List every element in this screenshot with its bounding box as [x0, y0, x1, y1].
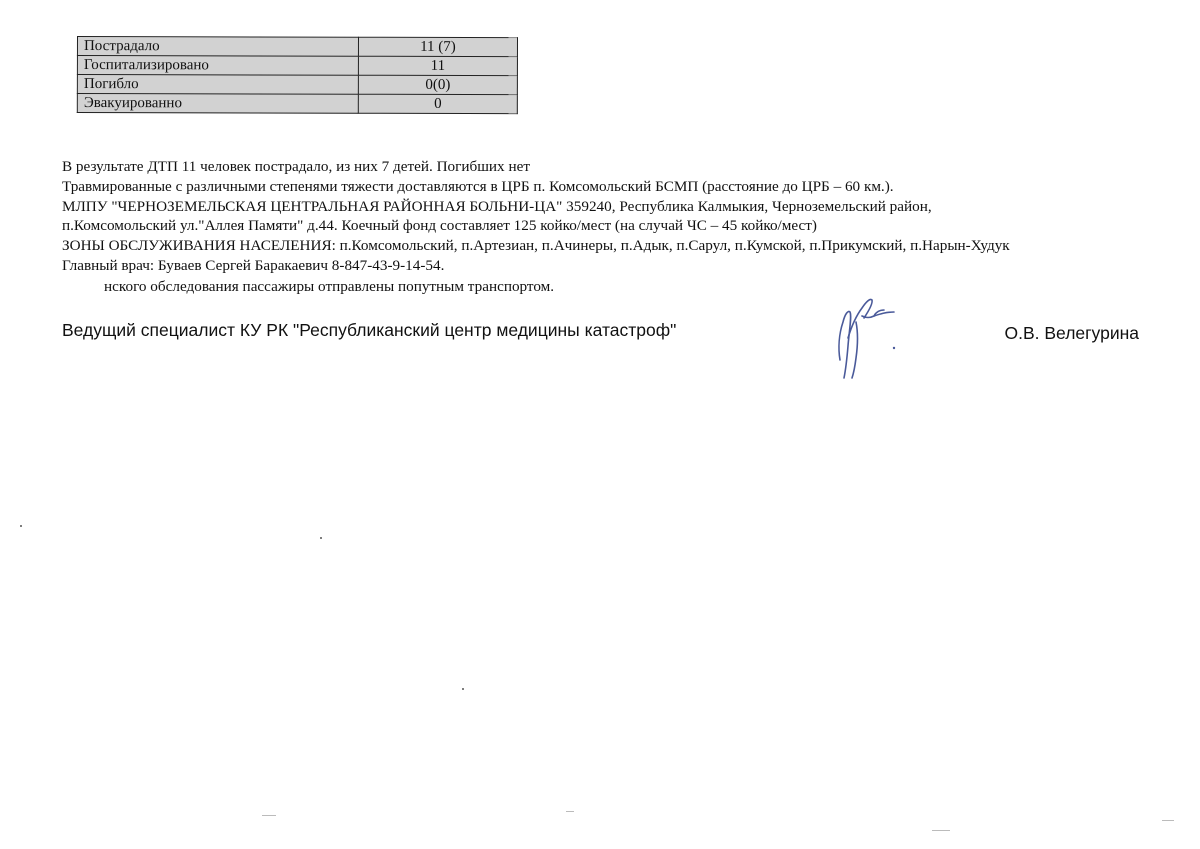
row-value-died: 0(0) [358, 75, 517, 94]
signer-title: Ведущий специалист КУ РК "Республиканский центр медицины катастроф" [62, 320, 677, 340]
body-line: Травмированные с различными степенями тяжести доставляются в ЦРБ п. Комсомольский БСМП (расстояние до ЦРБ – 60 км.). [62, 177, 894, 195]
row-label-injured: Пострадало [77, 37, 358, 57]
casualty-table [77, 36, 518, 114]
report-body [62, 157, 1172, 297]
scan-speck [20, 525, 22, 527]
scan-speck [932, 830, 950, 831]
table-row [77, 75, 517, 95]
row-label-died: Погибло [77, 75, 358, 95]
body-line: ЗОНЫ ОБСЛУЖИВАНИЯ НАСЕЛЕНИЯ: п.Комсомольский, п.Артезиан, п.Ачинеры, п.Адык, п.Сарул, п.Кумской, п.Прикумский, п.Нарын-Худук [62, 237, 1010, 255]
body-line: МЛПУ "ЧЕРНОЗЕМЕЛЬСКАЯ ЦЕНТРАЛЬНАЯ РАЙОННАЯ БОЛЬНИ-ЦА" 359240, Республика Калмыкия, Черноземельский район, [62, 197, 932, 215]
signer-name: О.В. Велегурина [1004, 323, 1139, 343]
scan-speck [262, 815, 276, 816]
scan-speck [320, 537, 322, 539]
row-value-evacuated: 0 [358, 94, 517, 113]
table-row [77, 56, 517, 76]
row-value-hospitalized: 11 [358, 56, 517, 75]
body-line: В результате ДТП 11 человек пострадало, из них 7 детей. Погибших нет [62, 158, 530, 175]
table-row [77, 94, 517, 114]
body-indented-line: нского обследования пассажиры отправлены попутным транспортом. [104, 277, 555, 295]
row-label-hospitalized: Госпитализировано [77, 56, 358, 76]
body-line: Главный врач: Буваев Сергей Баракаевич 8-847-43-9-14-54. [62, 256, 445, 274]
table-row [77, 37, 517, 57]
body-line: п.Комсомольский ул."Аллея Памяти" д.44. Коечный фонд составляет 125 койко/мест (на случай ЧС – 45 койко/мест) [62, 217, 817, 235]
scan-speck [1162, 820, 1174, 821]
row-label-evacuated: Эвакуированно [77, 94, 358, 114]
row-value-injured: 11 (7) [358, 37, 517, 56]
handwritten-signature [818, 288, 918, 386]
scan-speck [566, 811, 574, 812]
scan-speck [462, 688, 464, 690]
